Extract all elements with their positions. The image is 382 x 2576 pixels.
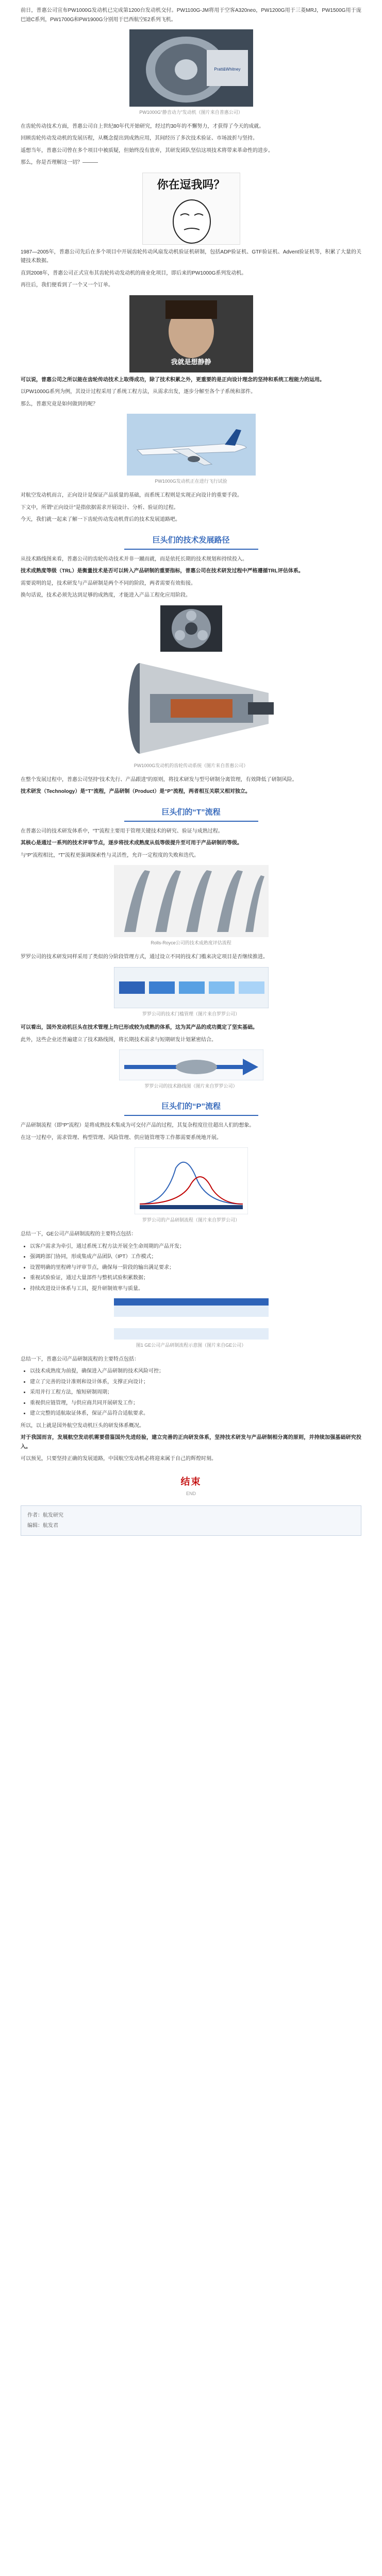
list-item: • 建立完整的适航取证体系，保证产品符合适航要求。: [30, 1409, 361, 1418]
author-box: [21, 1505, 361, 1536]
paragraph: 总结一下，普惠公司产品研制流程的主要特点包括：: [21, 1356, 139, 1362]
paragraph: 对于我国而言，发展航空发动机需要借鉴国外先进经验，建立完善的正向研发体系，坚持技术研发与产品研制相分离的原则，并持续加强基础研究投入。: [21, 1435, 361, 1450]
paragraph: 与“P”流程相比，“T”流程更强调探索性与灵活性，允许一定程度的失败和迭代。: [21, 852, 200, 858]
gear-photo: [160, 605, 222, 652]
paragraph: 那么，普惠究竟是如何做到的呢？: [21, 401, 98, 407]
figure-caption: 图1 GE公司产品研制流程示意图（图片来自GE公司）: [136, 1343, 246, 1348]
end-subtitle: END: [186, 1491, 196, 1497]
end-title-text: 结束: [180, 1476, 202, 1487]
paragraph: 下文中，所谓“正向设计”是指依据需求开展设计、分析、验证的过程。: [21, 504, 179, 511]
process-table-image: [114, 1298, 269, 1340]
paragraph: 前日，普惠公司宣布PW1000G发动机已完成第1200台发动机交付。PW1100G-JM将用于空客A320neo，PW1200G用于三菱MRJ，PW1500G用于庞巴迪C系列，PW1700G和PW1900G分别用于巴西航空E2系列飞机。: [21, 8, 361, 23]
figure-caption: 罗罗公司的技术路线图（图片来自罗罗公司）: [144, 1083, 238, 1089]
paragraph: 可以说，普惠公司之所以能在齿轮传动技术上取得成功，除了技术积累之外，更重要的是正向设计理念的坚持和系统工程能力的运用。: [21, 377, 325, 383]
engine-photo: [129, 29, 253, 107]
fan-blades-photo: [114, 865, 269, 937]
figure-caption: 罗罗公司的技术门槛管理（图片来自罗罗公司）: [142, 1011, 240, 1016]
roadmap-diagram: [119, 1049, 263, 1080]
paragraph: 其核心是通过一系列的技术评审节点，逐步将技术成熟度从低等级提升至可用于产品研制的等级。: [21, 840, 242, 846]
paragraph: 罗罗公司的技术研发同样采用了类似的分阶段管理方式，通过设立不同的技术门槛来决定项目是否继续推进。: [21, 954, 268, 960]
paragraph: 需要说明的是，技术研发与产品研制是两个不同的阶段，两者需要有效衔接。: [21, 580, 196, 586]
paragraph: 今天，我们就一起来了解一下齿轮传动发动机背后的技术发展道路吧。: [21, 517, 180, 522]
bullet-list: [30, 1367, 361, 1418]
meme-caption: 我就是想静静: [171, 358, 211, 366]
process-curve-chart: [135, 1147, 248, 1214]
list-item: • 采用并行工程方法，缩短研制周期；: [30, 1388, 361, 1397]
paragraph: 技术研发（Technology）是“T”流程，产品研制（Product）是“P”流程，两者相互关联又相对独立。: [21, 789, 251, 794]
paragraph: 总结一下，GE公司产品研制流程的主要特点包括：: [21, 1231, 137, 1237]
section-heading: 巨头们的“P”流程: [124, 1100, 258, 1116]
figure-caption: PW1000G“静音动力”发动机（图片来自普惠公司）: [139, 110, 243, 115]
paragraph: 在整个发展过程中，普惠公司坚持“技术先行、产品跟进”的原则，将技术研发与型号研制分离管理，有效降低了研制风险。: [21, 776, 297, 783]
list-item: • 重视供应链管理，与供应商共同开展研发工作；: [30, 1399, 361, 1408]
meme-caption: 你在逗我吗？: [157, 178, 225, 191]
list-item: • 强调跨部门协同，形成集成产品团队（IPT）工作模式；: [30, 1252, 361, 1262]
section-heading: 巨头们的技术发展路径: [124, 534, 258, 550]
paragraph: 在齿轮传动技术方面，普惠公司自上世纪80年代开始研究，经过约30年的不懈努力，才获得了今天的成就。: [21, 123, 264, 129]
figure-caption: PW1000G发动机的齿轮传动系统（图片来自普惠公司）: [134, 762, 248, 768]
paragraph: 再往后，我们便看到了一个又一个订单。: [21, 282, 113, 289]
list-item: • 持续改进设计体系与工具，提升研制效率与质量。: [30, 1284, 361, 1294]
meme-image: [142, 173, 240, 245]
figure-caption: PW1000G发动机正在进行飞行试验: [155, 479, 227, 484]
list-item: • 以客户需求为牵引，通过系统工程方法开展全生命周期的产品开发；: [30, 1242, 361, 1251]
list-item: • 设置明确的里程碑与评审节点，确保每一阶段的输出满足要求；: [30, 1263, 361, 1273]
paragraph: 回顾齿轮传动发动机的发展历程，从概念提出到成熟应用，其间经历了多次技术验证、市场波折与坚持。: [21, 135, 258, 142]
paragraph: 那么，你是否理解这一切？———: [21, 160, 98, 166]
paragraph: 以PW1000G系列为例，其设计过程采用了系统工程方法，从需求出发，逐步分解至各个子系统和部件。: [21, 389, 256, 395]
paragraph: 此外，这些企业还普遍建立了技术路线图，将长期技术需求与短期研发计划紧密结合。: [21, 1037, 217, 1043]
paragraph: 从技术路线图来看，普惠公司的齿轮传动技术并非一蹴而就，而是依托长期的技术规划和持续投入。: [21, 556, 247, 562]
paragraph: 换句话说，技术必须先达到足够的成熟度，才能进入产品工程化应用阶段。: [21, 592, 191, 599]
section-heading: 巨头们的“T”流程: [124, 806, 258, 822]
paragraph: 产品研制流程（即“P”流程）是将成熟技术集成为可交付产品的过程，其复杂程度往往超出人们的想象。: [21, 1123, 255, 1129]
svg-text:Pratt&Whitney: Pratt&Whitney: [213, 67, 241, 72]
paragraph: 所以，以上就是国外航空发动机巨头的研发体系概况。: [21, 1422, 144, 1429]
paragraph: 技术成熟度等级（TRL）是衡量技术是否可以转入产品研制的重要指标，普惠公司在技术研发过程中严格遵循TRL评估体系。: [21, 568, 304, 574]
figure-caption: Rolls-Royce公司的技术成熟度评估流程: [151, 940, 231, 946]
paragraph: 对航空发动机而言，正向设计是保证产品质量的基础，而系统工程则是实现正向设计的重要手段。: [21, 493, 242, 498]
author-line: 作者：航发研究: [27, 1513, 63, 1518]
paragraph: 遥想当年，普惠公司曾在多个项目中被质疑，但始终没有放弃，其研发团队坚信这项技术将带来革命性的进步。: [21, 147, 273, 154]
paragraph: 1987—2005年，普惠公司先后在多个项目中开展齿轮传动风扇发动机验证机研制，包括ADP验证机、GTF验证机、Advent验证机等，积累了大量的关键技术数据。: [21, 249, 361, 264]
paragraph: 可以预见，只要坚持正确的发展道路，中国航空发动机必将迎来属于自己的辉煌时刻。: [21, 1456, 217, 1462]
bullet-list: [30, 1242, 361, 1294]
figure-caption: 罗罗公司的产品研制流程（图片来自罗罗公司）: [142, 1217, 240, 1223]
engine-cutaway: [93, 657, 289, 760]
meme-image: [129, 295, 253, 372]
paragraph: 在普惠公司的技术研发体系中，“T”流程主要用于管理关键技术的研究、验证与成熟过程。: [21, 828, 223, 834]
aircraft-photo: [127, 414, 256, 476]
paragraph: 可以看出，国外发动机巨头在技术管理上均已形成较为成熟的体系，这为其产品的成功奠定了坚实基础。: [21, 1025, 258, 1031]
editor-line: 编辑：航发君: [27, 1522, 58, 1529]
list-item: • 重视试验验证，通过大量部件与整机试验积累数据；: [30, 1274, 361, 1283]
paragraph: 直到2008年，普惠公司正式宣布其齿轮传动发动机的商业化项目，即后来的PW1000G系列发动机。: [21, 270, 247, 276]
list-item: • 建立了完善的设计准则和设计体系，支撑正向设计；: [30, 1378, 361, 1387]
list-item: • 以技术成熟度为前提，确保进入产品研制的技术风险可控；: [30, 1367, 361, 1376]
paragraph: 在这一过程中，需求管理、构型管理、风险管理、供应链管理等工作都需要系统地开展。: [21, 1134, 222, 1141]
end-title: [21, 1474, 361, 1498]
trl-diagram: [114, 967, 269, 1008]
